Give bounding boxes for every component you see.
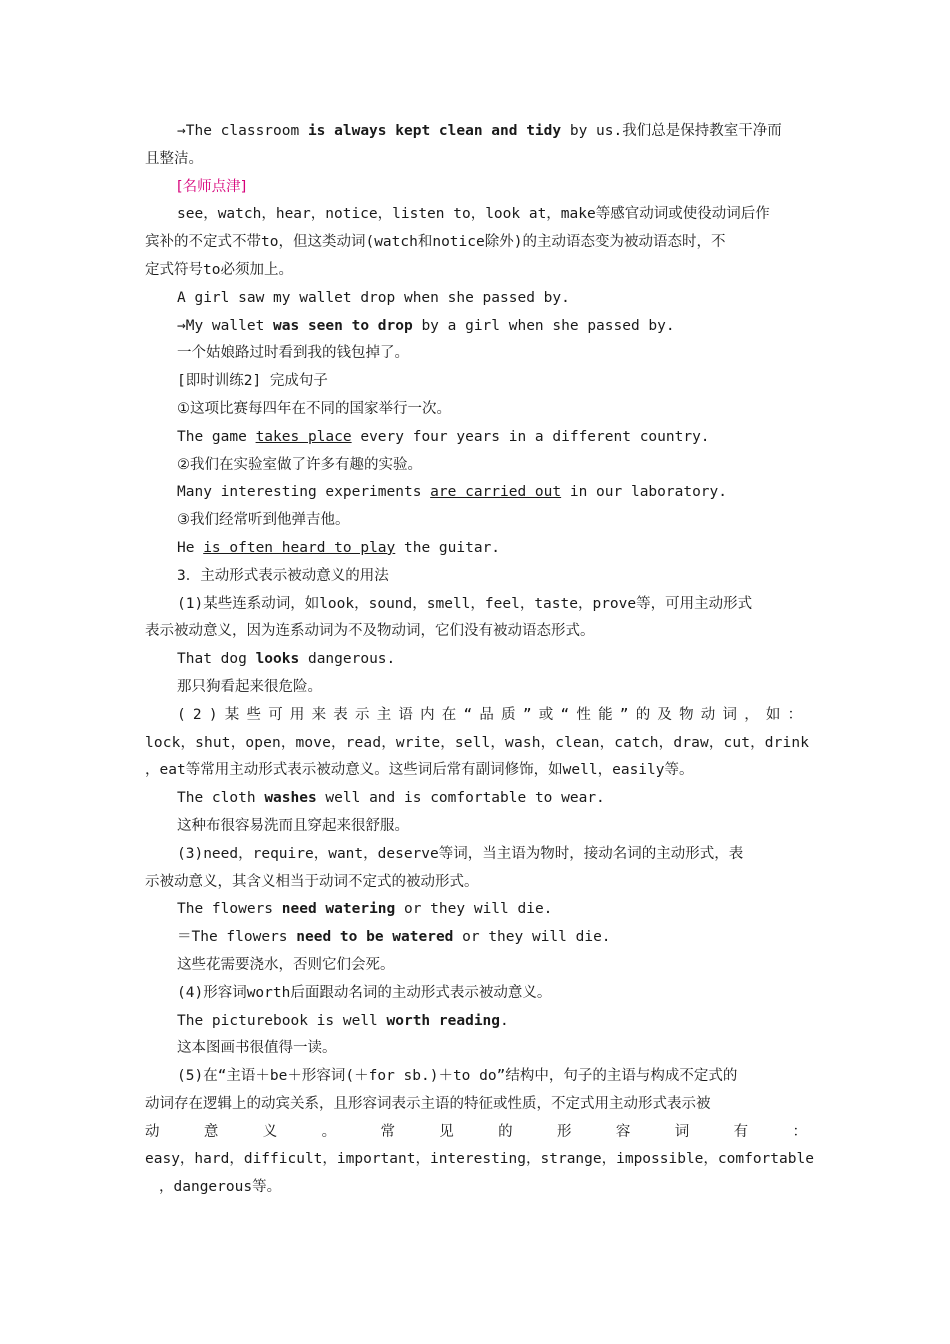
paragraph-line: ，dangerous等。 (159, 1179, 282, 1196)
exercise-answer: Many interesting experiments are carried out in our laboratory. (177, 484, 727, 501)
translation-line: 一个姑娘路过时看到我的钱包掉了。 (177, 345, 409, 362)
example-sentence: The cloth washes well and is comfortable to wear. (177, 790, 605, 807)
section-heading: 3．主动形式表示被动意义的用法 (177, 567, 389, 584)
paragraph-line: 宾补的不定式不带to，但这类动词(watch和notice除外)的主动语态变为被动语态时，不 (145, 234, 726, 251)
justified-paragraph-line: 动 意 义 。 常 见 的 形 容 词 有 ： (145, 1123, 807, 1140)
example-sentence: →My wallet was seen to drop by a girl when she passed by. (177, 317, 675, 334)
exercise-answer: The game takes place every four years in a different country. (177, 428, 710, 445)
paragraph-line: 表示被动意义，因为连系动词为不及物动词，它们没有被动语态形式。 (145, 623, 595, 640)
example-sentence: The flowers need watering or they will die. (177, 901, 553, 918)
example-sentence: ＝The flowers need to be watered or they will die. (177, 929, 611, 946)
example-sentence: That dog looks dangerous. (177, 651, 396, 668)
exercise-item: ①这项比赛每四年在不同的国家举行一次。 (177, 400, 451, 417)
exercise-answer: He is often heard to play the guitar. (177, 539, 501, 556)
paragraph-line: 示被动意义，其含义相当于动词不定式的被动形式。 (145, 873, 479, 890)
paragraph-line: 定式符号to必须加上。 (145, 261, 293, 278)
paragraph-line: (4)形容词worth后面跟动名词的主动形式表示被动意义。 (177, 984, 552, 1001)
paragraph-line: lock，shut，open，move，read，write，sell，wash，clean，catch，draw，cut，drink (145, 734, 810, 751)
paragraph-line: ，eat等常用主动形式表示被动意义。这些词后常有副词修饰，如well，easily等。 (145, 762, 694, 779)
paragraph-line: (3)need，require，want，deserve等词，当主语为物时，接动名词的主动形式，表 (177, 845, 744, 862)
translation-line: 这种布很容易洗而且穿起来很舒服。 (177, 817, 409, 834)
paragraph-line: (2)某些可用来表示主语内在“品质”或“性能”的及物动词，如： (177, 706, 810, 723)
translation-line: 这些花需要浇水，否则它们会死。 (177, 956, 395, 973)
paragraph-line: see，watch，hear，notice，listen to，look at，make等感官动词或使役动词后作 (177, 206, 770, 223)
paragraph-line: (5)在“主语＋be＋形容词(＋for sb.)＋to do”结构中，句子的主语与构成不定式的 (177, 1068, 738, 1085)
paragraph-line: easy，hard，difficult，important，interesting，strange，impossible，comfortable (145, 1151, 814, 1168)
teacher-note-label: [名师点津] (177, 178, 247, 195)
example-sentence: A girl saw my wallet drop when she passed by. (177, 289, 570, 306)
paragraph-line: (1)某些连系动词，如look，sound，smell，feel，taste，prove等，可用主动形式 (177, 595, 753, 612)
paragraph-line: 动词存在逻辑上的动宾关系，且形容词表示主语的特征或性质，不定式用主动形式表示被 (145, 1095, 711, 1112)
translation-line: 那只狗看起来很危险。 (177, 678, 322, 695)
document-body (145, 118, 814, 1202)
exercise-item: ②我们在实验室做了许多有趣的实验。 (177, 456, 422, 473)
example-sentence: The picturebook is well worth reading. (177, 1012, 509, 1029)
exercise-item: ③我们经常听到他弹吉他。 (177, 512, 350, 529)
exercise-heading: [即时训练2] 完成句子 (177, 373, 328, 390)
translation-line: 这本图画书很值得一读。 (177, 1040, 337, 1057)
paragraph-line: →The classroom is always kept clean and tidy by us.我们总是保持教室干净而 (177, 123, 782, 139)
paragraph-line: 且整洁。 (145, 150, 203, 167)
